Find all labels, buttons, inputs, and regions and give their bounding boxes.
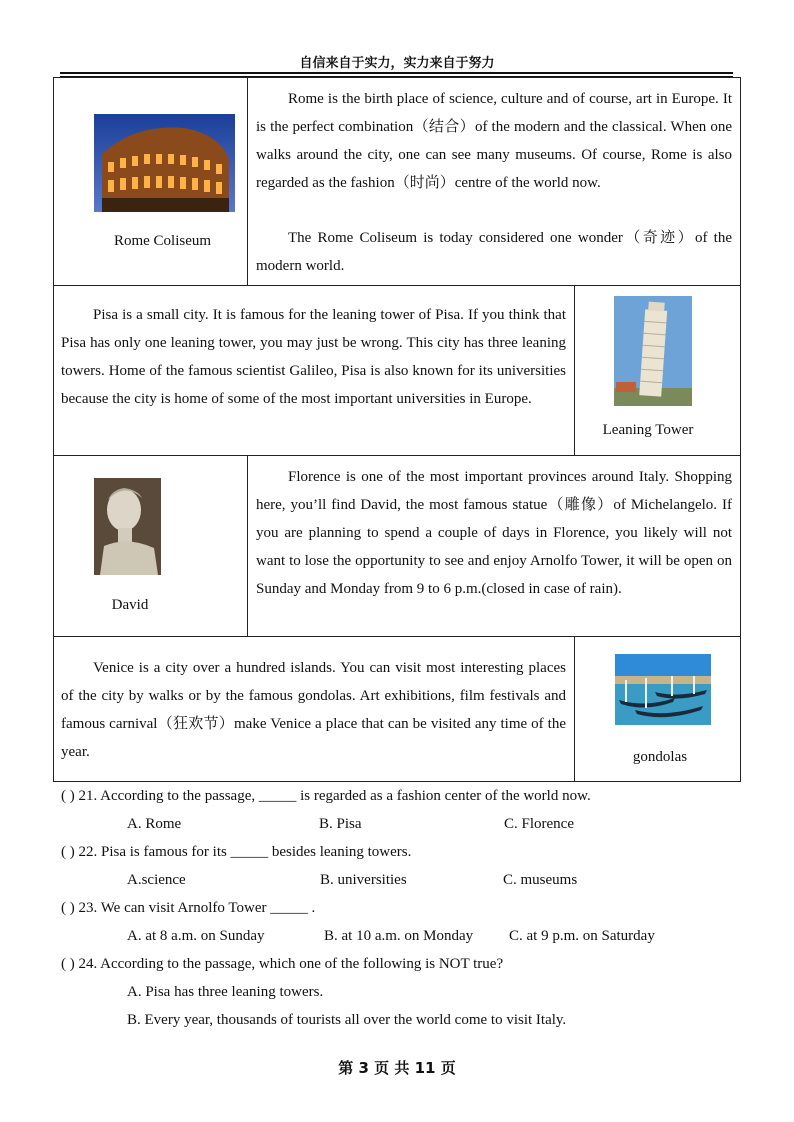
question-23-option-b: B. at 10 a.m. on Monday — [324, 928, 474, 944]
question-22-option-b: B. universities — [320, 872, 407, 888]
question-21-option-c: C. Florence — [504, 816, 574, 832]
david-caption: David — [111, 597, 149, 613]
question-22: ( ) 22. Pisa is famous for its _____ besides leaning towers. — [61, 844, 412, 860]
question-24-option-a: A. Pisa has three leaning towers. — [127, 984, 324, 1000]
gondolas-image — [615, 654, 711, 725]
florence-divider — [247, 455, 248, 637]
question-21: ( ) 21. According to the passage, _____ is regarded as a fashion center of the world now. — [61, 788, 591, 804]
page-footer: 第 3 页 共 11 页 — [338, 1059, 456, 1077]
page-header: 自信来自于实力，实力来自于努力 — [299, 56, 495, 71]
rome-caption: Rome Coliseum — [113, 233, 212, 249]
pisa-divider — [574, 285, 575, 456]
rome-divider — [247, 77, 248, 286]
venice-divider — [574, 636, 575, 782]
question-22-option-a: A.science — [127, 872, 186, 888]
leaning-tower-image — [614, 296, 692, 406]
question-21-option-b: B. Pisa — [319, 816, 362, 832]
question-23-option-a: A. at 8 a.m. on Sunday — [127, 928, 265, 944]
david-statue-image — [94, 478, 161, 575]
question-23: ( ) 23. We can visit Arnolfo Tower _____ . — [61, 900, 316, 916]
question-24: ( ) 24. According to the passage, which one of the following is NOT true? — [61, 956, 504, 972]
gondolas-caption: gondolas — [632, 749, 688, 765]
question-21-option-a: A. Rome — [127, 816, 182, 832]
question-23-option-c: C. at 9 p.m. on Saturday — [509, 928, 655, 944]
header-rule — [60, 72, 733, 74]
question-22-option-c: C. museums — [503, 872, 578, 888]
florence-paragraph: Florence is one of the most important provinces around Italy. Shopping here, you’ll find David, the most famous statue（雕像）of Michelangelo. If you are planning to spend a couple of days in Florence, you likely will not want to lose the opportunity to see and enjoy Arnolfo Tower, it will be open on Sunday and Monday from 9 to 6 p.m.(closed in case of rain). — [256, 469, 732, 597]
venice-paragraph: Venice is a city over a hundred islands. You can visit most interesting places of the city by walks or by the famous gondolas. Art exhibitions, film festivals and famous carnival（狂欢节）make Venice a place that can be visited any time of the year. — [61, 660, 566, 760]
pisa-caption: Leaning Tower — [602, 422, 694, 438]
question-24-option-b: B. Every year, thousands of tourists all over the world come to visit Italy. — [127, 1012, 567, 1028]
rome-paragraph-1: Rome is the birth place of science, culture and of course, art in Europe. It is the perfect combination（结合）of the modern and the classical. When one walks around the city, one can see many museums. Of course, Rome is also regarded as the fashion（时尚）centre of the world now. — [256, 91, 732, 191]
rome-paragraph-2: The Rome Coliseum is today considered one wonder（奇迹）of the modern world. — [256, 230, 732, 274]
pisa-paragraph: Pisa is a small city. It is famous for the leaning tower of Pisa. If you think that Pisa has only one leaning tower, you may just be wrong. This city has three leaning towers. Home of the famous scientist Galileo, Pisa is also known for its universities because the city is home of some of the most important universities in Europe. — [61, 307, 566, 407]
rome-coliseum-image — [94, 114, 235, 212]
